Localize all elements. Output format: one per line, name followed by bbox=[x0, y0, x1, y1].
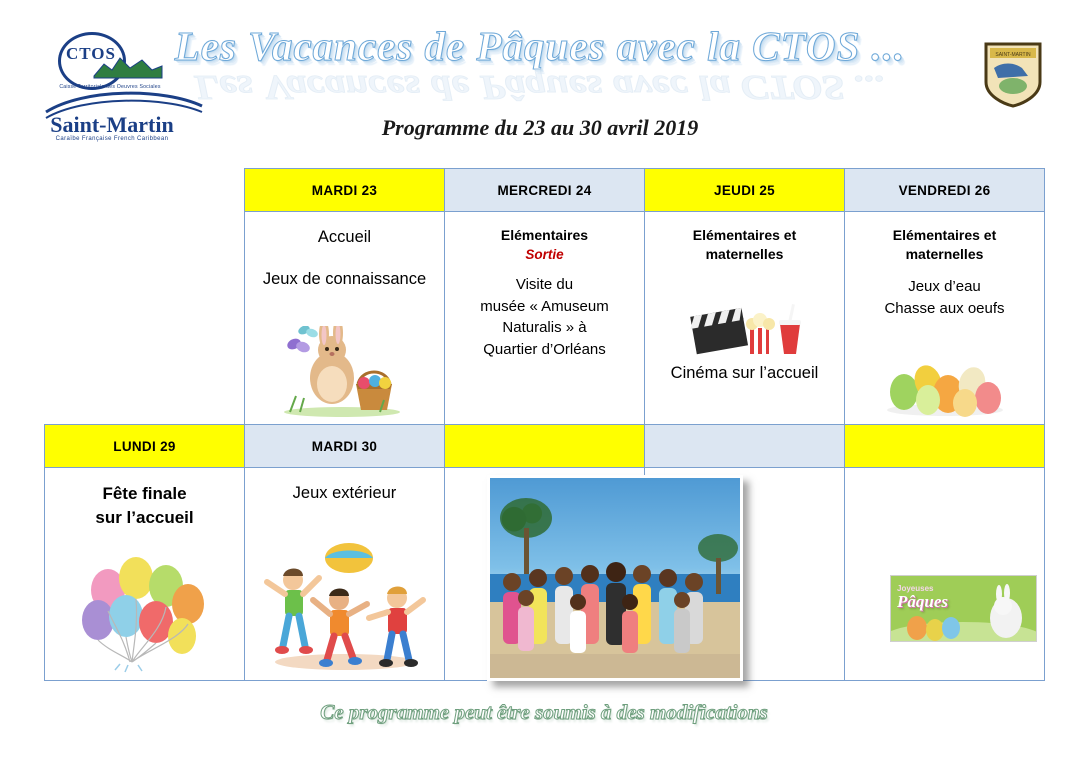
activity-group: Elémentaires et bbox=[892, 227, 997, 243]
content-cell-mardi-30 bbox=[245, 468, 445, 681]
paques-banner-title: Pâques bbox=[897, 592, 948, 611]
activity-text: Visite du bbox=[515, 275, 574, 293]
cinema-clapperboard-popcorn-icon bbox=[645, 296, 844, 358]
header-cell-jeudi-25: JEUDI 25 bbox=[645, 169, 845, 212]
activity-text: Fête finale bbox=[102, 484, 187, 503]
content-cell-jeudi-25 bbox=[645, 212, 845, 425]
activity-text: Naturalis » à bbox=[502, 319, 587, 337]
children-playing-ball-icon bbox=[245, 534, 444, 674]
activity-text: Jeux de connaissance bbox=[262, 269, 427, 288]
activity-text: Chasse aux oeufs bbox=[884, 299, 1005, 317]
activity-text: Quartier d’Orléans bbox=[483, 341, 606, 359]
page-title: Les Vacances de Pâques avec la CTOS ... bbox=[174, 23, 906, 69]
header-cell-lundi-29: LUNDI 29 bbox=[45, 425, 245, 468]
easter-bunny-basket-icon bbox=[245, 326, 444, 418]
header-cell-blank-2 bbox=[645, 425, 845, 468]
title-block bbox=[155, 22, 925, 108]
content-cell-mardi-23 bbox=[245, 212, 445, 425]
activity-text: musée « Amuseum bbox=[480, 297, 609, 315]
table-content-row-1 bbox=[45, 212, 1045, 425]
activity-text: Cinéma sur l’accueil bbox=[670, 364, 819, 382]
content-cell-empty bbox=[45, 212, 245, 425]
group-photo-children-beach bbox=[487, 475, 743, 681]
svg-text:SAINT-MARTIN: SAINT-MARTIN bbox=[995, 52, 1031, 58]
header-cell-mardi-30: MARDI 30 bbox=[245, 425, 445, 468]
table-header-row-1 bbox=[45, 169, 1045, 212]
table-header-row-2 bbox=[45, 425, 1045, 468]
logo-tagline: Caraïbe Française French Caribbean bbox=[55, 136, 169, 142]
activity-text: sur l’accueil bbox=[95, 507, 194, 527]
content-cell-paques bbox=[845, 468, 1045, 681]
logo-caisse-line: Caisse Territoriale des Oeuvres Sociales bbox=[59, 84, 161, 90]
balloons-icon bbox=[45, 544, 244, 674]
content-cell-lundi-29 bbox=[45, 468, 245, 681]
activity-badge-sortie: Sortie bbox=[525, 246, 564, 262]
header-cell-mercredi-24: MERCREDI 24 bbox=[445, 169, 645, 212]
activity-text: Accueil bbox=[317, 228, 372, 246]
page-subtitle: Programme du 23 au 30 avril 2019 bbox=[381, 115, 699, 140]
page-header bbox=[0, 0, 1088, 160]
header-cell-vendredi-26: VENDREDI 26 bbox=[845, 169, 1045, 212]
header-cell-mardi-23: MARDI 23 bbox=[245, 169, 445, 212]
paques-banner-small-text: Joyeuses bbox=[897, 584, 934, 593]
activity-group: maternelles bbox=[905, 245, 984, 262]
activity-text: Jeux extérieur bbox=[292, 484, 397, 502]
paques-banner bbox=[890, 575, 1037, 642]
content-cell-vendredi-26 bbox=[845, 212, 1045, 425]
coat-of-arms-icon bbox=[982, 38, 1044, 108]
page-title-reflection: Les Vacances de Pâques avec la CTOS ... bbox=[194, 68, 886, 108]
footer-note: Ce programme peut être soumis à des modifications bbox=[320, 700, 768, 724]
activity-group: Elémentaires bbox=[500, 227, 589, 243]
activity-group: maternelles bbox=[705, 245, 784, 262]
content-cell-mercredi-24 bbox=[445, 212, 645, 425]
activity-group: Elémentaires et bbox=[692, 227, 797, 243]
activity-text: Jeux d’eau bbox=[908, 277, 981, 295]
logo-acronym: CTOS bbox=[66, 44, 116, 63]
logo-name: Saint-Martin bbox=[50, 112, 174, 137]
easter-eggs-icon bbox=[845, 348, 1044, 418]
header-cell-blank-3 bbox=[845, 425, 1045, 468]
header-cell-empty bbox=[45, 169, 245, 212]
header-cell-blank-1 bbox=[445, 425, 645, 468]
